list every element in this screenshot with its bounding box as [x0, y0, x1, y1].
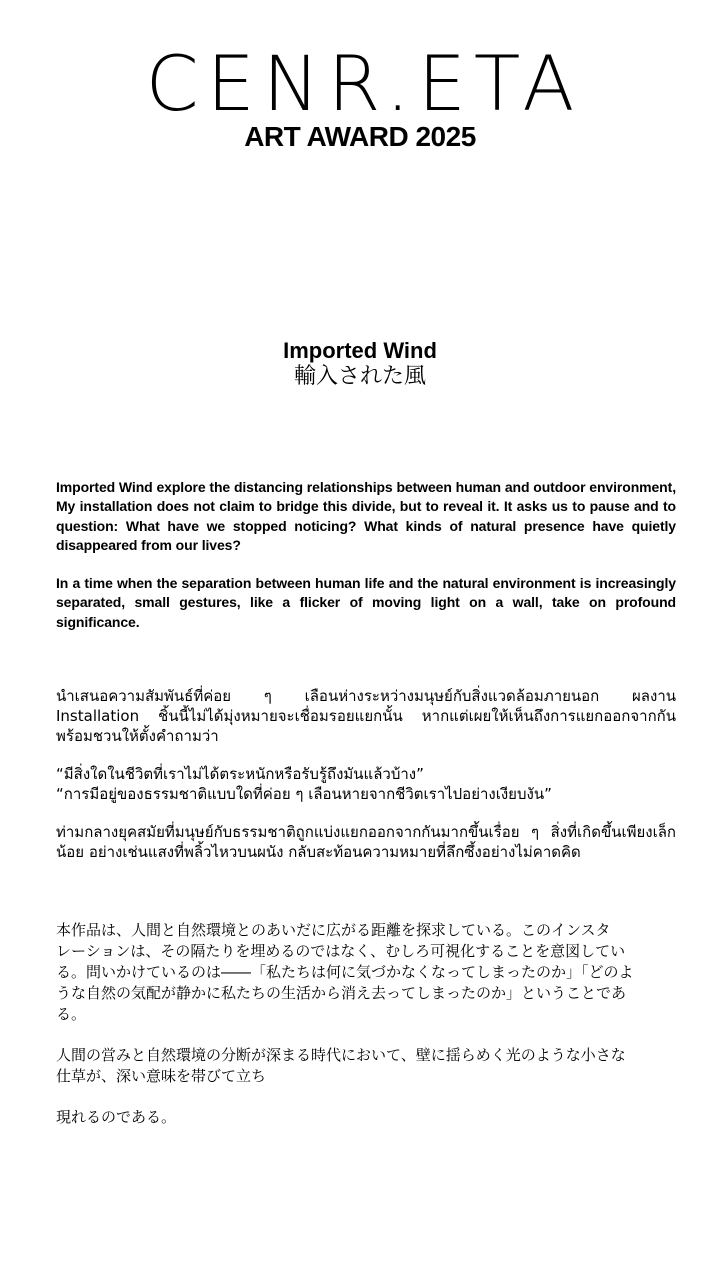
work-title-english: Imported Wind — [283, 338, 437, 363]
work-title-japanese: 輸入された風 — [293, 364, 426, 389]
thai-questions — [56, 764, 676, 804]
thai-question-1: “มีสิ่งใดในชีวิตที่เราไม่ได้ตระหนักหรือรับรู้ถึงมันแล้วบ้าง” — [56, 765, 424, 783]
award-logo — [0, 39, 720, 152]
english-paragraph-1: Imported Wind explore the distancing relationships between human and outdoor environment, My installation does not claim to bridge this divide, but to reveal it. It asks us to pause and to question: What have we stopped noticing? What kinds of natural presence have quietly disappeared from our lives? — [56, 479, 676, 553]
japanese-line: る。 — [56, 1005, 87, 1023]
thai-paragraph-2: ท่ามกลางยุคสมัยที่มนุษย์กับธรรมชาติถูกแบ่งแยกออกจากกันมากขึ้นเรื่อย ๆ สิ่งที่เกิดขึ้นเพียงเล็กน้อย อย่างเช่นแสงที่พลิ้วไหวบนผนัง กลับสะท้อนความหมายที่ลึกซึ้งอย่างไม่คาดคิด — [56, 823, 676, 861]
logo-subtitle: ART AWARD 2025 — [244, 121, 476, 152]
japanese-line: レーションは、その隔たりを埋めるのではなく、むしろ可視化することを意図してい — [56, 942, 626, 960]
japanese-line: る。問いかけているのは――「私たちは何に気づかなくなってしまったのか」「どのよ — [56, 963, 634, 981]
japanese-line: うな自然の気配が静かに私たちの生活から消え去ってしまったのか」ということであ — [56, 984, 627, 1002]
logo-wordmark: CENR.ETA — [145, 39, 583, 128]
japanese-statement — [56, 920, 676, 1128]
japanese-paragraph-1 — [56, 920, 676, 1025]
work-title — [0, 338, 720, 390]
japanese-paragraph-3: 現れるのである。 — [56, 1108, 177, 1126]
japanese-line: 仕草が、深い意味を帯びて立ち — [56, 1067, 267, 1085]
japanese-line: 人間の営みと自然環境の分断が深まる時代において、壁に揺らめく光のような小さな — [56, 1046, 626, 1064]
japanese-line: 本作品は、人間と自然環境とのあいだに広がる距離を探求している。このインスタ — [56, 921, 611, 939]
thai-question-2: “การมีอยู่ของธรรมชาติแบบใดที่ค่อย ๆ เลือนหายจากชีวิตเราไปอย่างเงียบงัน” — [56, 785, 552, 803]
japanese-paragraph-2 — [56, 1045, 676, 1087]
thai-paragraph-1: นำเสนอความสัมพันธ์ที่ค่อย ๆ เลือนห่างระหว่างมนุษย์กับสิ่งแวดล้อมภายนอก ผลงาน Installation ชิ้นนี้ไม่ได้มุ่งหมายจะเชื่อมรอยแยกนั้น หากแต่เผยให้เห็นถึงการแยกออกจากกัน พร้อมชวนให้ตั้งคำถามว่า — [56, 687, 676, 745]
thai-statement — [56, 686, 676, 862]
english-statement — [56, 478, 676, 632]
english-paragraph-2: In a time when the separation between human life and the natural environment is increasingly separated, small gestures, like a flicker of moving light on a wall, take on profound significance. — [56, 575, 676, 630]
